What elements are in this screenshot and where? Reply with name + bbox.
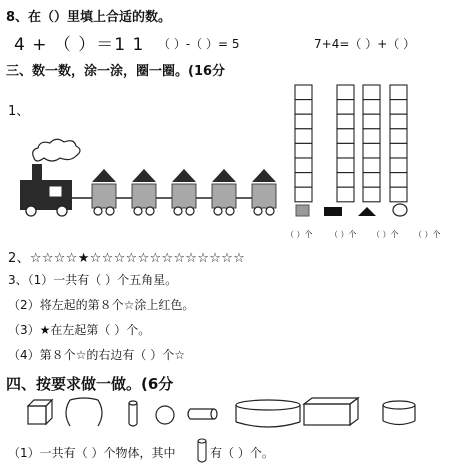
section4-title: 四、按要求做一做。(6分 bbox=[6, 375, 174, 393]
thin-cylinder-object bbox=[129, 401, 137, 426]
section4-q1-part2: 有（ ）个。 bbox=[210, 446, 274, 460]
item3-1: 3、（1）一共有（ ）个五角星。 bbox=[8, 273, 178, 287]
item3-2: （2）将左起的第８个☆涂上红色。 bbox=[8, 298, 195, 312]
answer-blank-rectangle: （ ）个 bbox=[330, 230, 357, 239]
item3-3: （3）★在左起第（ ）个。 bbox=[8, 323, 151, 337]
lying-cylinder-object bbox=[188, 409, 217, 419]
wide-cylinder-object bbox=[236, 400, 300, 427]
cuboid-object bbox=[304, 398, 358, 425]
q8-equation-3: 7+4=（ ）+（ ） bbox=[314, 37, 416, 51]
section3-title: 三、数一数，涂一涂，圈一圈。(16分 bbox=[6, 64, 226, 79]
star-filled: ★ bbox=[77, 251, 90, 266]
answer-blank-circle: （ ）个 bbox=[414, 230, 441, 239]
short-cylinder-object bbox=[383, 401, 415, 425]
stars-after: ☆☆☆☆☆☆☆☆☆☆☆☆☆ bbox=[89, 251, 246, 266]
q8-title: 8、在（）里填上合适的数。 bbox=[6, 10, 172, 25]
q8-equation-2: （ ）-（ ）= 5 bbox=[158, 37, 240, 51]
cube-object bbox=[28, 400, 52, 424]
item3-4: （4）第８个☆的右边有（ ）个☆ bbox=[8, 348, 185, 362]
sphere-object bbox=[156, 406, 174, 424]
q8-equation-1: 4 + （ ）＝1 1 bbox=[14, 35, 145, 55]
inline-cylinder-icon bbox=[196, 438, 208, 464]
item1-label: 1、 bbox=[8, 104, 30, 119]
section4-q1-part1: （1）一共有（ ）个物体，其中 bbox=[8, 446, 176, 460]
stars-before: ☆☆☆☆ bbox=[29, 251, 78, 266]
answer-blank-square: （ ）个 bbox=[286, 230, 313, 239]
item2-label: 2、 bbox=[8, 251, 30, 266]
answer-blank-triangle: （ ）个 bbox=[372, 230, 399, 239]
curved-panel-object bbox=[66, 398, 102, 426]
